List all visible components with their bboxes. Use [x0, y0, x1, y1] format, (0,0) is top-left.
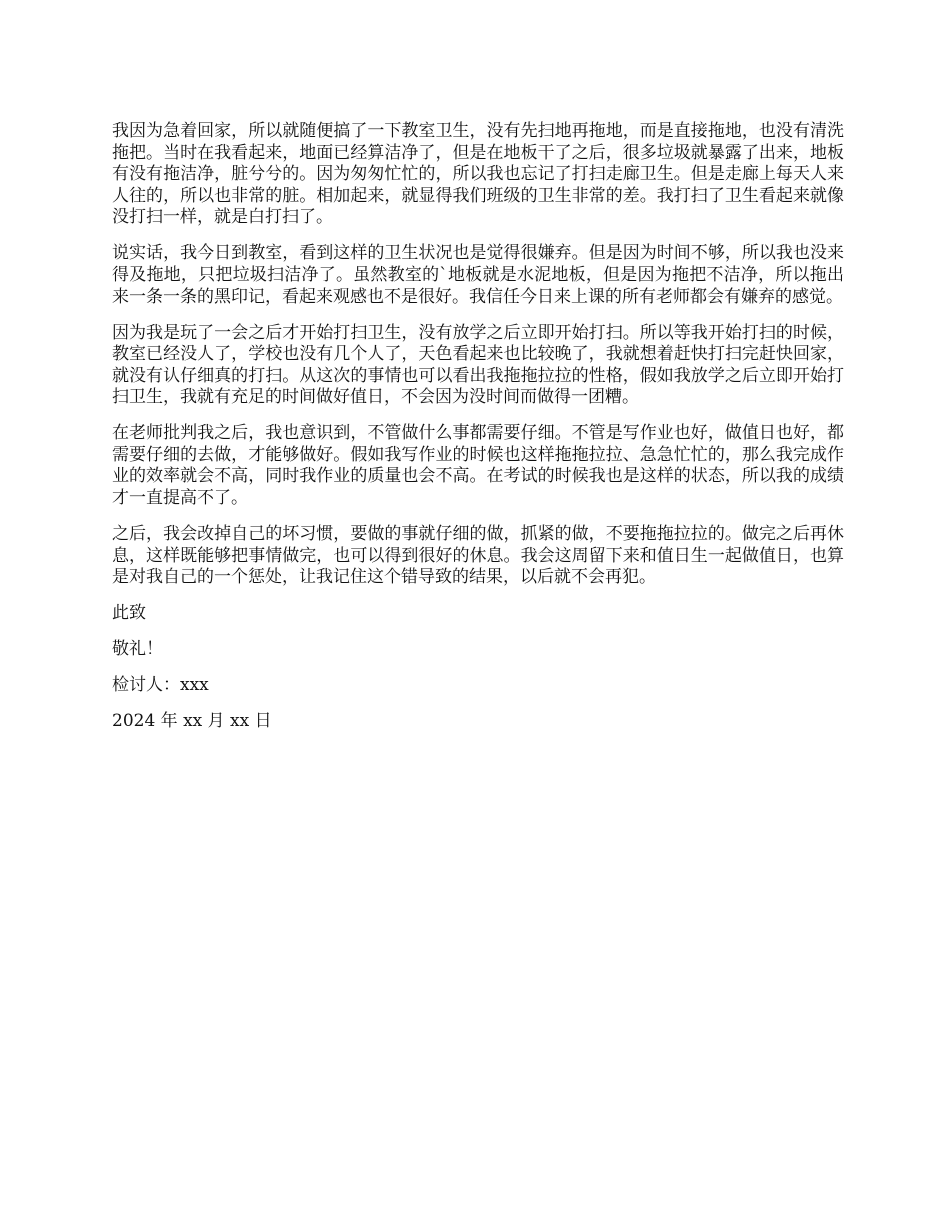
date-line: 2024 年 xx 月 xx 日 [112, 711, 272, 732]
paragraph-1: 我因为急着回家，所以就随便搞了一下教室卫生，没有先扫地再拖地，而是直接拖地，也没有清洗拖把。当时在我看起来，地面已经算洁净了，但是在地板干了之后，很多垃圾就暴露了出来，地板有没有拖洁净，脏兮兮的。因为匆匆忙忙的，所以我也忘记了打扫走廊卫生。但是走廊上每天人来人往的，所以也非常的脏。相加起来，就显得我们班级的卫生非常的差。我打扫了卫生看起来就像没打扫一样，就是白打扫了。 [112, 121, 844, 228]
signer-line: 检讨人：xxx [112, 675, 209, 696]
paragraph-5: 之后，我会改掉自己的坏习惯，要做的事就仔细的做，抓紧的做，不要拖拖拉拉的。做完之后再休息，这样既能够把事情做完，也可以得到很好的休息。我会这周留下来和值日生一起做值日，也算是对我自己的一个惩处，让我记住这个错导致的结果，以后就不会再犯。 [112, 524, 844, 588]
document-body [112, 121, 844, 747]
closing-salutation: 此致 [112, 603, 146, 624]
paragraph-4: 在老师批判我之后，我也意识到，不管做什么事都需要仔细。不管是写作业也好，做值日也好，都需要仔细的去做，才能够做好。假如我写作业的时候也这样拖拖拉拉、急急忙忙的，那么我完成作业的效率就会不高，同时我作业的质量也会不高。在考试的时候我也是这样的状态，所以我的成绩才一直提高不了。 [112, 423, 844, 509]
closing-respect: 敬礼！ [112, 639, 163, 660]
paragraph-3: 因为我是玩了一会之后才开始打扫卫生，没有放学之后立即开始打扫。所以等我开始打扫的时候，教室已经没人了，学校也没有几个人了，天色看起来也比较晚了，我就想着赶快打扫完赶快回家，就没有认仔细真的打扫。从这次的事情也可以看出我拖拖拉拉的性格，假如我放学之后立即开始打扫卫生，我就有充足的时间做好值日，不会因为没时间而做得一团糟。 [112, 322, 844, 408]
paragraph-2: 说实话，我今日到教室，看到这样的卫生状况也是觉得很嫌弃。但是因为时间不够，所以我也没来得及拖地，只把垃圾扫洁净了。虽然教室的`地板就是水泥地板，但是因为拖把不洁净，所以拖出来一条一条的黑印记，看起来观感也不是很好。我信任今日来上课的所有老师都会有嫌弃的感觉。 [112, 243, 844, 307]
